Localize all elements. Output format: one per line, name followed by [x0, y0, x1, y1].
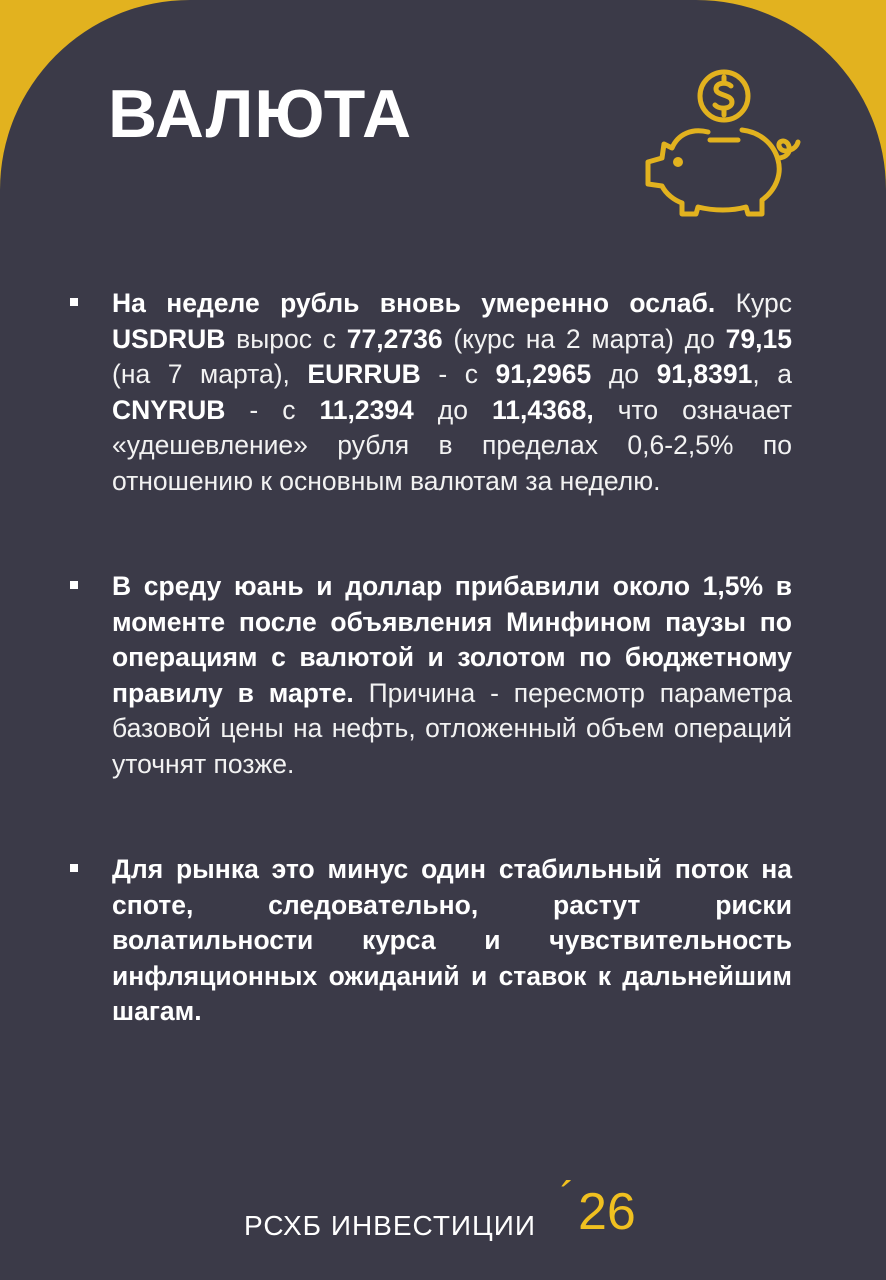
- year-number: 26: [578, 1183, 636, 1241]
- bullet-text-2-part-1: В среду юань и доллар прибавили около 1,5% в моменте после объявления Минфином паузы по операциям с валютой и золотом по бюджетному правилу в марте.: [112, 571, 792, 708]
- footer: [244, 1173, 664, 1256]
- bullet-item-1: [66, 286, 792, 499]
- bullet-text-1-part-9: EURRUB: [307, 359, 421, 389]
- bullet-item-3: [66, 852, 792, 1030]
- bullet-text-1-part-14: , а: [752, 359, 792, 389]
- bullet-text-1-part-4: вырос с: [225, 323, 347, 354]
- bullet-text-1-part-19: 11,4368,: [492, 394, 594, 425]
- piggy-bank-coin-icon: [636, 62, 806, 222]
- bullet-text-1-part-17: 11,2394: [319, 394, 414, 425]
- bullet-text-1-part-12: до: [591, 359, 657, 389]
- bullet-text-3-part-1: Для рынка это минус один стабильный поток на споте, следовательно, растут риски волатильности курса и чувствительность инфляционных ожиданий и ставок к дальнейшим шагам.: [112, 854, 792, 1026]
- bullet-text-1-part-8: (на 7 марта),: [112, 359, 308, 389]
- bullet-text-1-part-13: 91,8391: [656, 359, 753, 389]
- year-apostrophe: ´: [560, 1173, 575, 1222]
- bullet-text-2-part-2: Причина - пересмотр параметра базовой цены на нефть, отложенный объем операций уточнят позже.: [112, 677, 792, 779]
- bullet-text-1-part-18: до: [413, 394, 492, 425]
- bullet-text-1-part-11: 91,2965: [495, 359, 592, 389]
- bullet-text-1-part-7: 79,15: [725, 323, 792, 354]
- bullet-list: [66, 286, 792, 1100]
- brand-name: РСХБ ИНВЕСТИЦИИ: [244, 1210, 537, 1241]
- bullet-item-2: [66, 569, 792, 782]
- page-title: ВАЛЮТА: [108, 76, 413, 152]
- bullet-text-1-part-10: - с: [420, 359, 496, 389]
- bullet-text-1-part-6: (курс на 2 марта) до: [442, 323, 726, 354]
- bullet-text-1-part-1: На неделе рубль вновь умеренно ослаб.: [112, 288, 716, 318]
- bullet-text-1-part-2: Курс: [715, 288, 792, 318]
- bullet-text-1-part-15: CNYRUB: [112, 394, 226, 425]
- bullet-text-1-part-16: - с: [225, 394, 320, 425]
- bullet-text-1-part-3: USDRUB: [112, 323, 226, 354]
- bullet-text-1-part-5: 77,2736: [346, 323, 443, 354]
- bullet-text-1-part-20: что означает «удешевление» рубля в пределах 0,6-2,5% по отношению к основным валютам за неделю.: [112, 394, 793, 496]
